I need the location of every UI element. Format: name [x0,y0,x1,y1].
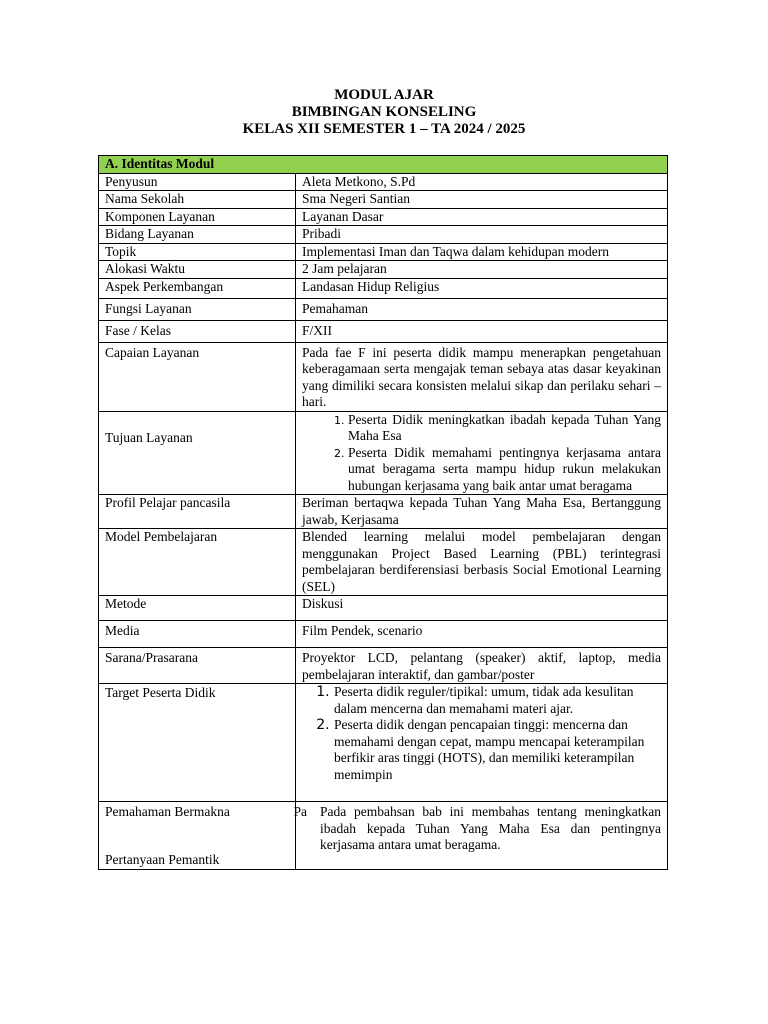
table-row [99,261,668,279]
list-item: 2. Peserta didik dengan pencapaian tinggi: mencerna dan memahami dengan cepat, mampu mencapai keterampilan berfikir aras tinggi (HOTS), dan memiliki keterampilan memimpin [334,717,661,783]
table-row [99,802,668,870]
row-label: Fase / Kelas [99,320,296,342]
row-label: Bidang Layanan [99,226,296,244]
label-pertanyaan-pemantik: Pertanyaan Pemantik [105,851,220,867]
row-value: Implementasi Iman dan Taqwa dalam kehidupan modern [296,243,668,261]
table-row [99,191,668,209]
table-row [99,648,668,684]
row-label: Sarana/Prasarana [99,648,296,684]
row-label: Alokasi Waktu [99,261,296,279]
row-label: Fungsi Layanan [99,298,296,320]
target-list [302,684,661,783]
row-label: Tujuan Layanan [99,411,296,495]
row-value: Diskusi [296,596,668,621]
table-row [99,226,668,244]
table-row [99,243,668,261]
row-label: Model Pembelajaran [99,529,296,596]
row-value: Pemahaman [296,298,668,320]
label-pemahaman-bermakna: Pemahaman Bermakna [105,804,230,819]
table-row [99,208,668,226]
row-value: 2 Jam pelajaran [296,261,668,279]
overflow-prefix: Pa [293,804,307,819]
table-row [99,684,668,802]
table-row [99,529,668,596]
row-value: Aleta Metkono, S.Pd [296,173,668,191]
row-value [296,684,668,802]
list-item: 1. Peserta didik reguler/tipikal: umum, tidak ada kesulitan dalam mencerna dan memahami materi ajar. [334,684,661,717]
tujuan-list [302,412,661,495]
table-row [99,596,668,621]
row-label [99,802,307,870]
row-label: Target Peserta Didik [99,684,296,802]
row-value: Blended learning melalui model pembelajaran dengan menggunakan Project Based Learning (PBL) terintegrasi pembelajaran berdiferensiasi berbasis Social Emotional Learning (SEL) [296,529,668,596]
row-label: Komponen Layanan [99,208,296,226]
row-label: Penyusun [99,173,296,191]
row-label: Capaian Layanan [99,342,296,411]
table-row [99,342,668,411]
row-value: Layanan Dasar [296,208,668,226]
row-value: F/XII [296,320,668,342]
row-value: Proyektor LCD, pelantang (speaker) aktif, laptop, media pembelajaran interaktif, dan gambar/poster [296,648,668,684]
title-line-1: MODUL AJAR [334,87,434,103]
table-row [99,411,668,495]
row-label: Topik [99,243,296,261]
table-row [99,621,668,648]
row-value: Sma Negeri Santian [296,191,668,209]
module-identity-table [98,155,668,870]
section-header-row [99,156,668,174]
row-label: Media [99,621,296,648]
section-header: A. Identitas Modul [99,156,668,174]
table-row [99,320,668,342]
table-row [99,173,668,191]
row-value: Pada pembahsan bab ini membahas tentang meningkatkan ibadah kepada Tuhan Yang Maha Esa dan pentingnya kerjasama antara umat beragama. [296,802,668,870]
row-label: Metode [99,596,296,621]
row-value: Landasan Hidup Religius [296,278,668,298]
list-item: 2. Peserta Didik memahami pentingnya kerjasama antara umat beragama serta mampu hidup rukun melakukan hubungan kerjasama yang baik antar umat beragama [348,445,661,495]
list-item: 1. Peserta Didik meningkatkan ibadah kepada Tuhan Yang Maha Esa [348,412,661,445]
document-title [0,87,768,138]
table-row [99,495,668,529]
row-label: Nama Sekolah [99,191,296,209]
row-value: Pribadi [296,226,668,244]
row-value: Pada fae F ini peserta didik mampu menerapkan pengetahuan keberagamaan serta mengajak teman sebaya atas dasar keyakinan yang dimiliki secara konsisten melalui sikap dan perilaku sehari – hari. [296,342,668,411]
title-line-3: KELAS XII SEMESTER 1 – TA 2024 / 2025 [242,121,526,137]
row-label: Profil Pelajar pancasila [99,495,296,529]
row-value: Beriman bertaqwa kepada Tuhan Yang Maha Esa, Bertanggung jawab, Kerjasama [296,495,668,529]
table-row [99,278,668,298]
title-line-2: BIMBINGAN KONSELING [291,104,477,120]
row-value: Film Pendek, scenario [296,621,668,648]
row-label: Aspek Perkembangan [99,278,296,298]
row-value [296,411,668,495]
table-row [99,298,668,320]
